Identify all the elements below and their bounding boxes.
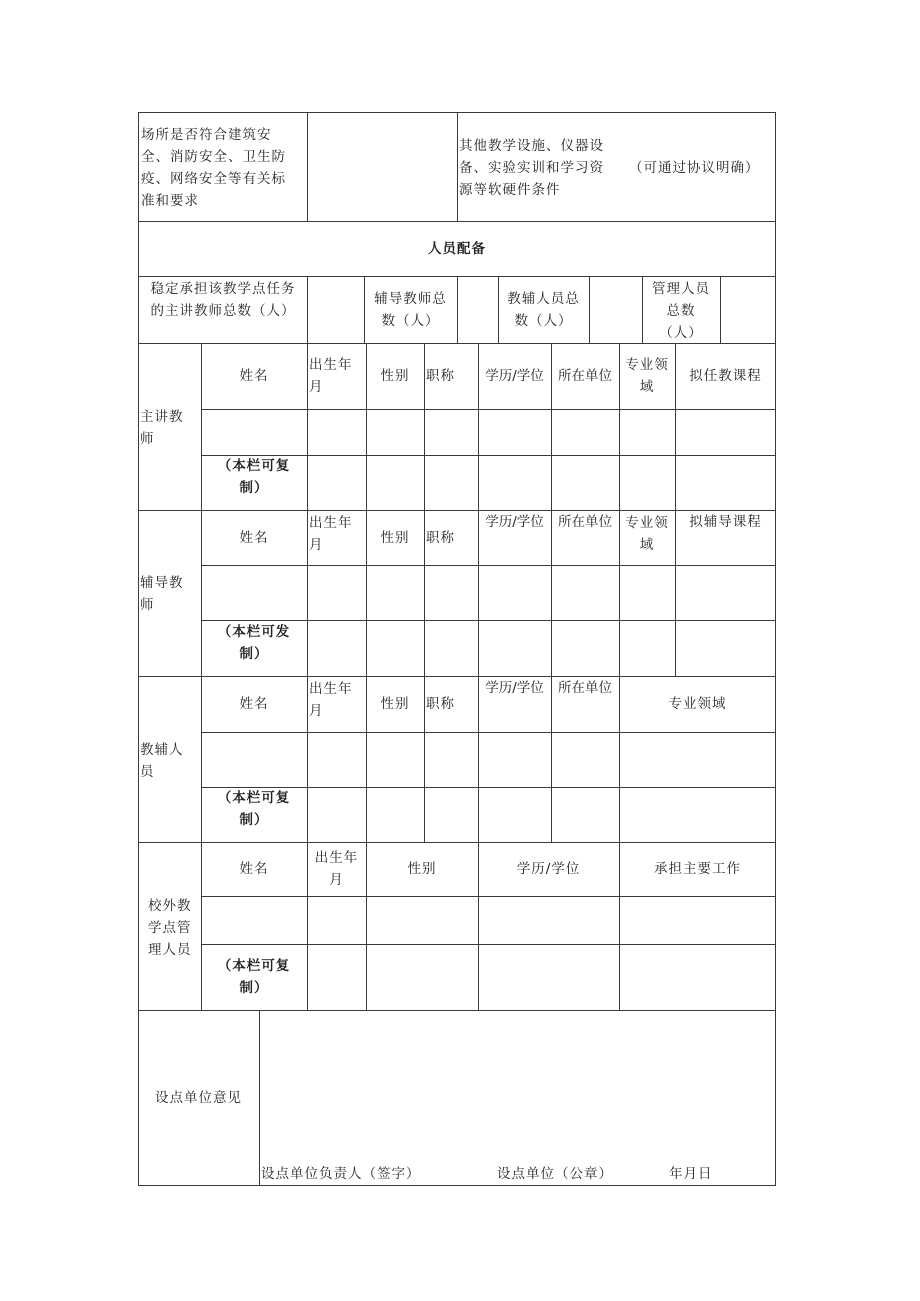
col-gender: 性别: [407, 861, 437, 877]
rule: [201, 565, 776, 566]
col-birth: 出生年 月: [309, 681, 353, 719]
tutor-total-label: 辅导教师总 数（人）: [374, 291, 447, 329]
rule: [619, 343, 620, 1011]
managers-group-label: 校外教 学点管 理人员: [148, 898, 192, 958]
rule: [720, 276, 721, 344]
col-unit: 所在单位: [558, 514, 612, 530]
col-field: 专业领 域: [625, 515, 669, 553]
col-birth: 出生年 月: [309, 515, 353, 553]
col-title: 职称: [426, 530, 455, 546]
rule: [589, 276, 590, 344]
col-unit: 所在单位: [558, 680, 612, 696]
col-degree: 学历/学位: [485, 514, 544, 530]
assistants-group-label: 教辅人 员: [140, 742, 184, 780]
rule: [201, 343, 202, 1011]
col-degree: 学历/学位: [516, 861, 581, 877]
copy-note: （本栏可复 制）: [217, 790, 291, 828]
rule: [201, 944, 776, 945]
col-duty: 承担主要工作: [654, 861, 741, 877]
col-course: 拟辅导课程: [689, 514, 762, 530]
rule: [138, 1185, 776, 1186]
lecturers-group-label: 主讲教 师: [140, 409, 184, 447]
rule: [138, 112, 139, 1186]
rule: [424, 343, 425, 843]
rule: [457, 276, 458, 344]
signature-label: 设点单位负责人（签字）: [261, 1166, 421, 1182]
col-gender: 性别: [380, 696, 410, 712]
col-gender: 性别: [380, 530, 410, 546]
date-label: 年月日: [669, 1166, 713, 1182]
col-name: 姓名: [239, 861, 269, 877]
col-birth: 出生年 月: [309, 357, 353, 395]
col-unit: 所在单位: [558, 368, 612, 384]
agreement-note: （可通过协议明确）: [629, 160, 760, 176]
col-degree: 学历/学位: [485, 680, 544, 696]
section-title: 人员配备: [428, 241, 486, 257]
col-name: 姓名: [239, 368, 269, 384]
col-field: 专业领域: [668, 696, 727, 712]
copy-note: （本栏可发 制）: [217, 624, 291, 662]
application-form-table: [138, 112, 776, 1186]
other-facilities-label: 其他教学设施、仪器设 备、实验实训和学习资 源等软硬件条件: [459, 138, 604, 198]
tutors-group-label: 辅导教 师: [140, 575, 184, 613]
rule: [259, 1010, 260, 1186]
rule: [201, 409, 776, 410]
manager-total-label: 管理人员 总数 （人）: [652, 281, 710, 341]
rule: [201, 896, 776, 897]
col-degree: 学历/学位: [485, 368, 544, 384]
site-requirement-label: 场所是否符合建筑安 全、消防安全、卫生防 疫、网络安全等有关标 准和要求: [141, 127, 286, 209]
copy-note: （本栏可复 制）: [217, 958, 291, 996]
opinion-label: 设点单位意见: [155, 1090, 242, 1106]
seal-label: 设点单位（公章）: [497, 1166, 613, 1182]
rule: [551, 343, 552, 843]
col-course: 拟任教课程: [689, 368, 762, 384]
col-birth: 出生年 月: [314, 850, 359, 888]
col-name: 姓名: [239, 696, 269, 712]
col-field: 专业领 域: [625, 357, 669, 395]
rule: [775, 112, 776, 1186]
rule: [138, 676, 776, 677]
assistant-total-label: 教辅人员总 数（人）: [507, 291, 580, 329]
rule: [138, 842, 776, 843]
rule: [307, 112, 308, 222]
rule: [201, 732, 776, 733]
lecturer-total-label: 稳定承担该教学点任务 的主讲教师总数（人）: [150, 281, 296, 319]
rule: [138, 1010, 776, 1011]
col-name: 姓名: [239, 530, 269, 546]
col-title: 职称: [426, 368, 455, 384]
rule: [366, 343, 367, 1011]
col-gender: 性别: [380, 368, 410, 384]
rule: [307, 343, 308, 1011]
copy-note: （本栏可复 制）: [217, 458, 291, 496]
rule: [457, 112, 458, 222]
col-title: 职称: [426, 696, 455, 712]
rule: [675, 343, 676, 677]
